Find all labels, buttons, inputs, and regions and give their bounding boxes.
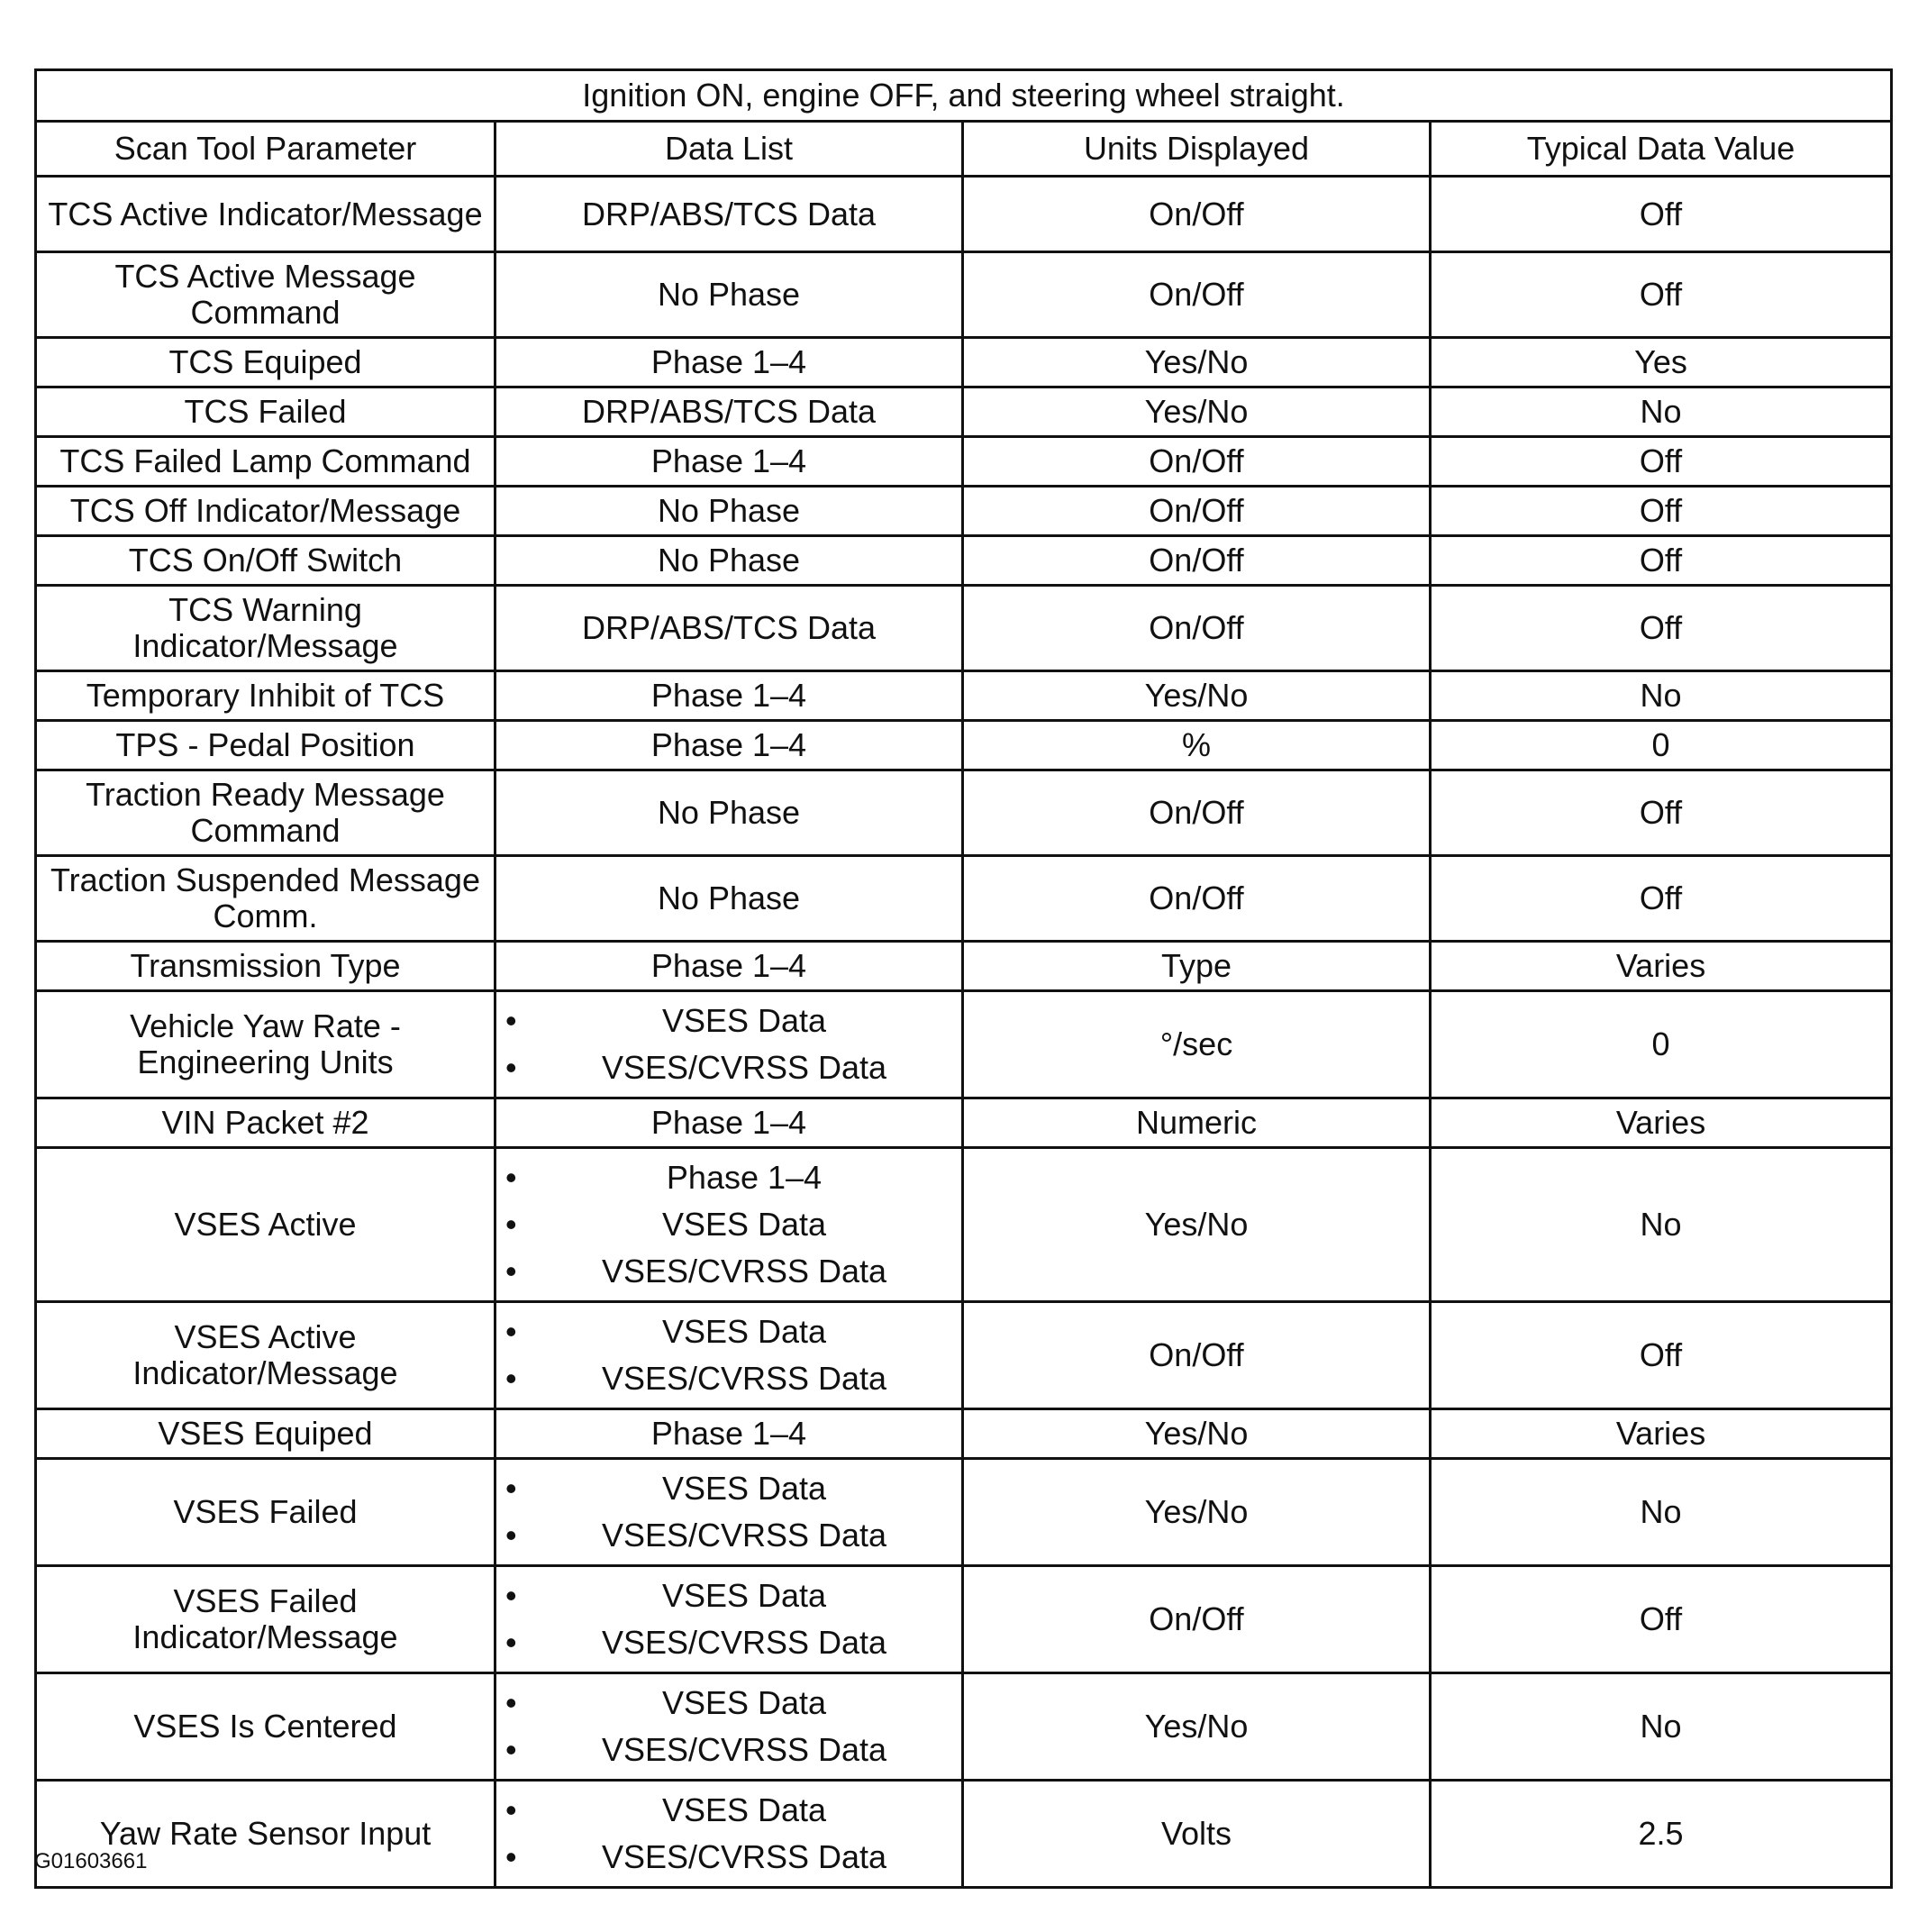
- data-list-item: • VSES Data: [505, 1465, 952, 1512]
- cell-units: On/Off: [963, 856, 1431, 942]
- table-row: [36, 1098, 1892, 1148]
- cell-typical-value: Off: [1431, 1302, 1892, 1409]
- cell-units: Yes/No: [963, 1409, 1431, 1459]
- cell-units: On/Off: [963, 536, 1431, 586]
- cell-typical-value: Off: [1431, 177, 1892, 252]
- table-header-row: [36, 122, 1892, 177]
- cell-typical-value: No: [1431, 387, 1892, 437]
- cell-units: On/Off: [963, 177, 1431, 252]
- cell-units: On/Off: [963, 252, 1431, 338]
- table-container: [34, 68, 1890, 1889]
- cell-parameter: VSES Active Indicator/Message: [36, 1302, 495, 1409]
- data-list-item: • VSES Data: [505, 1787, 952, 1834]
- cell-typical-value: Off: [1431, 437, 1892, 487]
- table-row: [36, 437, 1892, 487]
- data-list-item: • VSES/CVRSS Data: [505, 1044, 952, 1091]
- table-row: [36, 1781, 1892, 1888]
- table-row: [36, 1459, 1892, 1566]
- cell-parameter: TPS - Pedal Position: [36, 721, 495, 770]
- figure-id: G01603661: [34, 1849, 148, 1873]
- cell-data-list: [495, 1566, 963, 1673]
- cell-data-list: Phase 1–4: [495, 721, 963, 770]
- cell-data-list: Phase 1–4: [495, 1098, 963, 1148]
- cell-typical-value: Varies: [1431, 1098, 1892, 1148]
- cell-typical-value: Off: [1431, 536, 1892, 586]
- table-row: [36, 1148, 1892, 1302]
- cell-data-list: [495, 1781, 963, 1888]
- data-list-bullets: [505, 1787, 952, 1881]
- data-list-item: • Phase 1–4: [505, 1154, 952, 1201]
- table-row: [36, 1302, 1892, 1409]
- cell-parameter: Traction Ready Message Command: [36, 770, 495, 856]
- cell-data-list: [495, 1673, 963, 1781]
- table-body: [36, 177, 1892, 1888]
- table-row: [36, 387, 1892, 437]
- cell-data-list: DRP/ABS/TCS Data: [495, 177, 963, 252]
- cell-typical-value: Off: [1431, 252, 1892, 338]
- data-list-bullets: [505, 1572, 952, 1666]
- table-row: [36, 1566, 1892, 1673]
- column-header-typical-value: Typical Data Value: [1431, 122, 1892, 177]
- data-list-item: • VSES/CVRSS Data: [505, 1619, 952, 1666]
- cell-parameter: TCS Active Indicator/Message: [36, 177, 495, 252]
- cell-parameter: Traction Suspended Message Comm.: [36, 856, 495, 942]
- data-list-item: • VSES/CVRSS Data: [505, 1355, 952, 1402]
- table-row: [36, 856, 1892, 942]
- data-list-bullets: [505, 1308, 952, 1402]
- cell-data-list: No Phase: [495, 252, 963, 338]
- cell-typical-value: Varies: [1431, 942, 1892, 991]
- table-caption-row: [36, 70, 1892, 122]
- data-list-item: • VSES Data: [505, 998, 952, 1044]
- cell-parameter: Vehicle Yaw Rate - Engineering Units: [36, 991, 495, 1098]
- data-list-item: • VSES/CVRSS Data: [505, 1248, 952, 1295]
- data-list-bullets: [505, 1680, 952, 1773]
- cell-data-list: DRP/ABS/TCS Data: [495, 586, 963, 671]
- cell-data-list: [495, 1459, 963, 1566]
- cell-units: On/Off: [963, 487, 1431, 536]
- cell-data-list: No Phase: [495, 487, 963, 536]
- cell-typical-value: 0: [1431, 991, 1892, 1098]
- cell-units: Yes/No: [963, 387, 1431, 437]
- cell-parameter: VIN Packet #2: [36, 1098, 495, 1148]
- table-row: [36, 942, 1892, 991]
- cell-parameter: TCS On/Off Switch: [36, 536, 495, 586]
- cell-parameter: VSES Is Centered: [36, 1673, 495, 1781]
- cell-typical-value: Off: [1431, 586, 1892, 671]
- table-row: [36, 252, 1892, 338]
- cell-typical-value: Yes: [1431, 338, 1892, 387]
- data-list-bullets: [505, 1465, 952, 1559]
- cell-typical-value: 2.5: [1431, 1781, 1892, 1888]
- cell-data-list: [495, 1302, 963, 1409]
- cell-typical-value: Varies: [1431, 1409, 1892, 1459]
- cell-units: Numeric: [963, 1098, 1431, 1148]
- cell-data-list: No Phase: [495, 770, 963, 856]
- cell-typical-value: Off: [1431, 770, 1892, 856]
- cell-typical-value: Off: [1431, 856, 1892, 942]
- cell-data-list: No Phase: [495, 856, 963, 942]
- cell-data-list: Phase 1–4: [495, 942, 963, 991]
- cell-parameter: VSES Active: [36, 1148, 495, 1302]
- cell-parameter: TCS Failed Lamp Command: [36, 437, 495, 487]
- column-header-parameter: Scan Tool Parameter: [36, 122, 495, 177]
- table-row: [36, 991, 1892, 1098]
- cell-parameter: Yaw Rate Sensor Input: [36, 1781, 495, 1888]
- column-header-units: Units Displayed: [963, 122, 1431, 177]
- cell-typical-value: No: [1431, 1148, 1892, 1302]
- cell-typical-value: 0: [1431, 721, 1892, 770]
- cell-parameter: TCS Equiped: [36, 338, 495, 387]
- cell-parameter: TCS Failed: [36, 387, 495, 437]
- cell-typical-value: No: [1431, 1459, 1892, 1566]
- cell-parameter: TCS Off Indicator/Message: [36, 487, 495, 536]
- cell-data-list: Phase 1–4: [495, 338, 963, 387]
- data-list-item: • VSES/CVRSS Data: [505, 1512, 952, 1559]
- cell-data-list: Phase 1–4: [495, 1409, 963, 1459]
- cell-units: Yes/No: [963, 1148, 1431, 1302]
- cell-data-list: Phase 1–4: [495, 437, 963, 487]
- cell-units: On/Off: [963, 1566, 1431, 1673]
- cell-units: Yes/No: [963, 338, 1431, 387]
- data-list-item: • VSES Data: [505, 1572, 952, 1619]
- table-row: [36, 338, 1892, 387]
- table-row: [36, 721, 1892, 770]
- table-row: [36, 536, 1892, 586]
- cell-parameter: VSES Failed: [36, 1459, 495, 1566]
- scan-tool-data-table: [34, 68, 1893, 1889]
- table-row: [36, 770, 1892, 856]
- cell-data-list: [495, 1148, 963, 1302]
- table-caption: Ignition ON, engine OFF, and steering wheel straight.: [36, 70, 1892, 122]
- cell-parameter: Transmission Type: [36, 942, 495, 991]
- cell-units: °/sec: [963, 991, 1431, 1098]
- cell-units: Volts: [963, 1781, 1431, 1888]
- cell-data-list: [495, 991, 963, 1098]
- cell-typical-value: Off: [1431, 1566, 1892, 1673]
- table-row: [36, 1409, 1892, 1459]
- table-row: [36, 671, 1892, 721]
- cell-parameter: VSES Equiped: [36, 1409, 495, 1459]
- cell-units: On/Off: [963, 1302, 1431, 1409]
- cell-units: Type: [963, 942, 1431, 991]
- data-list-item: • VSES Data: [505, 1308, 952, 1355]
- cell-data-list: Phase 1–4: [495, 671, 963, 721]
- data-list-item: • VSES/CVRSS Data: [505, 1834, 952, 1881]
- cell-units: %: [963, 721, 1431, 770]
- cell-parameter: TCS Active Message Command: [36, 252, 495, 338]
- data-list-item: • VSES/CVRSS Data: [505, 1727, 952, 1773]
- table-row: [36, 1673, 1892, 1781]
- cell-parameter: TCS Warning Indicator/Message: [36, 586, 495, 671]
- cell-typical-value: No: [1431, 1673, 1892, 1781]
- data-list-bullets: [505, 998, 952, 1091]
- cell-units: Yes/No: [963, 1459, 1431, 1566]
- data-list-item: • VSES Data: [505, 1201, 952, 1248]
- cell-units: On/Off: [963, 586, 1431, 671]
- data-list-item: • VSES Data: [505, 1680, 952, 1727]
- cell-units: On/Off: [963, 437, 1431, 487]
- cell-data-list: DRP/ABS/TCS Data: [495, 387, 963, 437]
- cell-data-list: No Phase: [495, 536, 963, 586]
- table-row: [36, 487, 1892, 536]
- cell-units: Yes/No: [963, 671, 1431, 721]
- table-row: [36, 177, 1892, 252]
- cell-typical-value: Off: [1431, 487, 1892, 536]
- cell-units: On/Off: [963, 770, 1431, 856]
- data-list-bullets: [505, 1154, 952, 1295]
- cell-parameter: VSES Failed Indicator/Message: [36, 1566, 495, 1673]
- cell-parameter: Temporary Inhibit of TCS: [36, 671, 495, 721]
- cell-units: Yes/No: [963, 1673, 1431, 1781]
- column-header-data-list: Data List: [495, 122, 963, 177]
- table-row: [36, 586, 1892, 671]
- cell-typical-value: No: [1431, 671, 1892, 721]
